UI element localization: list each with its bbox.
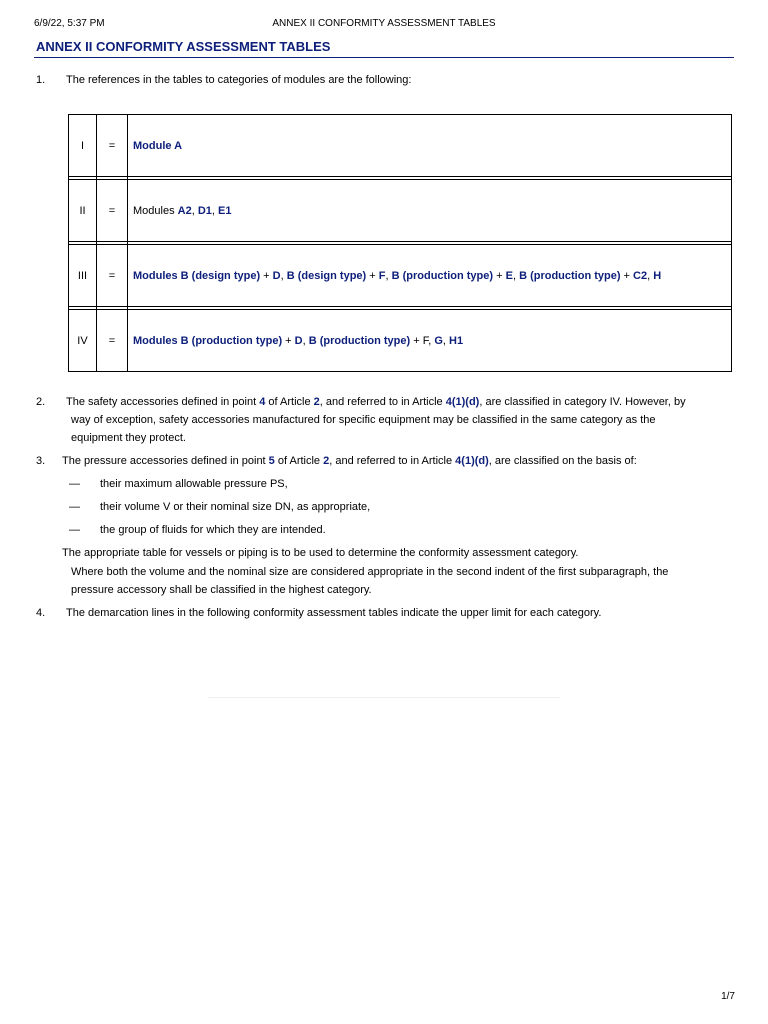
- module-separator: Modules: [133, 204, 178, 217]
- p2-text: , and referred to in Article: [319, 396, 446, 408]
- module-separator: ,: [211, 204, 219, 217]
- dash-bullet: —: [69, 501, 80, 513]
- module-separator: ,: [442, 334, 450, 347]
- equals-cell: =: [97, 310, 128, 372]
- module-separator: +: [493, 269, 506, 282]
- paragraph-2-line-1: [66, 393, 686, 411]
- indent-item-text: their maximum allowable pressure PS,: [100, 478, 288, 490]
- module-link[interactable]: D: [272, 269, 281, 282]
- category-cell: II: [69, 180, 97, 242]
- paragraph-2-line-3: equipment they protect.: [71, 432, 186, 444]
- title-underline: [34, 57, 734, 58]
- module-link[interactable]: Modules B (design type): [133, 269, 261, 282]
- module-categories-table: [68, 114, 732, 372]
- point-4-link[interactable]: 4: [259, 396, 266, 408]
- article-2-link[interactable]: 2: [323, 455, 330, 467]
- paragraph-4-number: 4.: [36, 607, 46, 619]
- p3-text: of Article: [274, 455, 324, 467]
- module-link[interactable]: D1: [197, 204, 212, 217]
- dash-bullet: —: [69, 524, 80, 536]
- module-separator: +: [410, 334, 423, 347]
- paragraph-1-text: The references in the tables to categories of modules are the following:: [66, 74, 412, 86]
- module-separator: ,: [512, 269, 520, 282]
- module-link[interactable]: F: [378, 269, 386, 282]
- article-2-link[interactable]: 2: [313, 396, 320, 408]
- module-separator: ,: [280, 269, 287, 282]
- article-4-1-d-link[interactable]: 4(1)(d): [445, 396, 480, 408]
- dash-bullet: —: [69, 478, 80, 490]
- module-link[interactable]: G: [434, 334, 443, 347]
- p3-text: The pressure accessories defined in point: [62, 455, 269, 467]
- paragraph-3-conclusion: The appropriate table for vessels or piping is to be used to determine the conformity assessment category.: [62, 547, 579, 559]
- paragraph-2-line-2: way of exception, safety accessories manufactured for specific equipment may be classified in the same category as the: [71, 414, 656, 426]
- indent-item-text: their volume V or their nominal size DN, as appropriate,: [100, 501, 371, 513]
- modules-cell: [128, 115, 732, 177]
- equals-cell: =: [97, 115, 128, 177]
- paragraph-3-note-line-1: Where both the volume and the nominal size are considered appropriate in the second indent of the first subparagraph, the: [71, 566, 669, 578]
- equals-cell: =: [97, 245, 128, 307]
- module-link[interactable]: A2: [177, 204, 192, 217]
- paragraph-3-line-1: [62, 452, 637, 470]
- page-number: 1/7: [721, 991, 735, 1002]
- module-link[interactable]: D: [294, 334, 303, 347]
- p2-text: of Article: [265, 396, 314, 408]
- module-link[interactable]: B (production type): [519, 269, 621, 282]
- p3-text: , are classified on the basis of:: [488, 455, 637, 467]
- module-link[interactable]: E: [505, 269, 513, 282]
- module-link[interactable]: E1: [218, 204, 232, 217]
- module-link[interactable]: B (production type): [391, 269, 494, 282]
- print-header-title: ANNEX II CONFORMITY ASSESSMENT TABLES: [272, 18, 496, 29]
- module-separator: ,: [191, 204, 198, 217]
- paragraph-2-number: 2.: [36, 396, 46, 408]
- module-separator: +: [620, 269, 634, 282]
- table-row: [69, 180, 732, 242]
- print-datetime: 6/9/22, 5:37 PM: [34, 18, 105, 29]
- point-5-link[interactable]: 5: [268, 455, 275, 467]
- module-separator: ,: [428, 334, 435, 347]
- category-cell: III: [69, 245, 97, 307]
- module-separator: +: [260, 269, 273, 282]
- paragraph-3-number: 3.: [36, 455, 46, 467]
- table-row: [69, 310, 732, 372]
- modules-cell: [128, 180, 732, 242]
- modules-cell: [128, 245, 732, 307]
- module-link[interactable]: H: [653, 269, 662, 282]
- p2-text: The safety accessories defined in point: [66, 396, 260, 408]
- paragraph-3-note-line-2: pressure accessory shall be classified in the highest category.: [71, 584, 372, 596]
- module-separator: +: [366, 269, 379, 282]
- module-separator: +: [282, 334, 295, 347]
- equals-cell: =: [97, 180, 128, 242]
- module-separator: ,: [385, 269, 392, 282]
- p3-text: , and referred to in Article: [329, 455, 456, 467]
- paragraph-4-text: The demarcation lines in the following conformity assessment tables indicate the upper limit for each category.: [66, 607, 602, 619]
- p2-text: , are classified in category IV. However, by: [479, 396, 686, 408]
- modules-cell: [128, 310, 732, 372]
- table-row: [69, 245, 732, 307]
- module-separator: ,: [647, 269, 654, 282]
- category-cell: I: [69, 115, 97, 177]
- module-link[interactable]: Module A: [133, 139, 183, 152]
- module-separator: F: [422, 334, 429, 347]
- indent-item-text: the group of fluids for which they are intended.: [100, 524, 326, 536]
- category-cell: IV: [69, 310, 97, 372]
- module-link[interactable]: H1: [449, 334, 464, 347]
- module-link[interactable]: B (design type): [286, 269, 367, 282]
- paragraph-1-number: 1.: [36, 74, 46, 86]
- divider: [208, 697, 560, 698]
- page-title: ANNEX II CONFORMITY ASSESSMENT TABLES: [36, 39, 331, 54]
- table-row: [69, 115, 732, 177]
- module-link[interactable]: C2: [633, 269, 648, 282]
- module-link[interactable]: B (production type): [308, 334, 411, 347]
- module-link[interactable]: Modules B (production type): [133, 334, 283, 347]
- article-4-1-d-link[interactable]: 4(1)(d): [455, 455, 489, 467]
- module-separator: ,: [302, 334, 309, 347]
